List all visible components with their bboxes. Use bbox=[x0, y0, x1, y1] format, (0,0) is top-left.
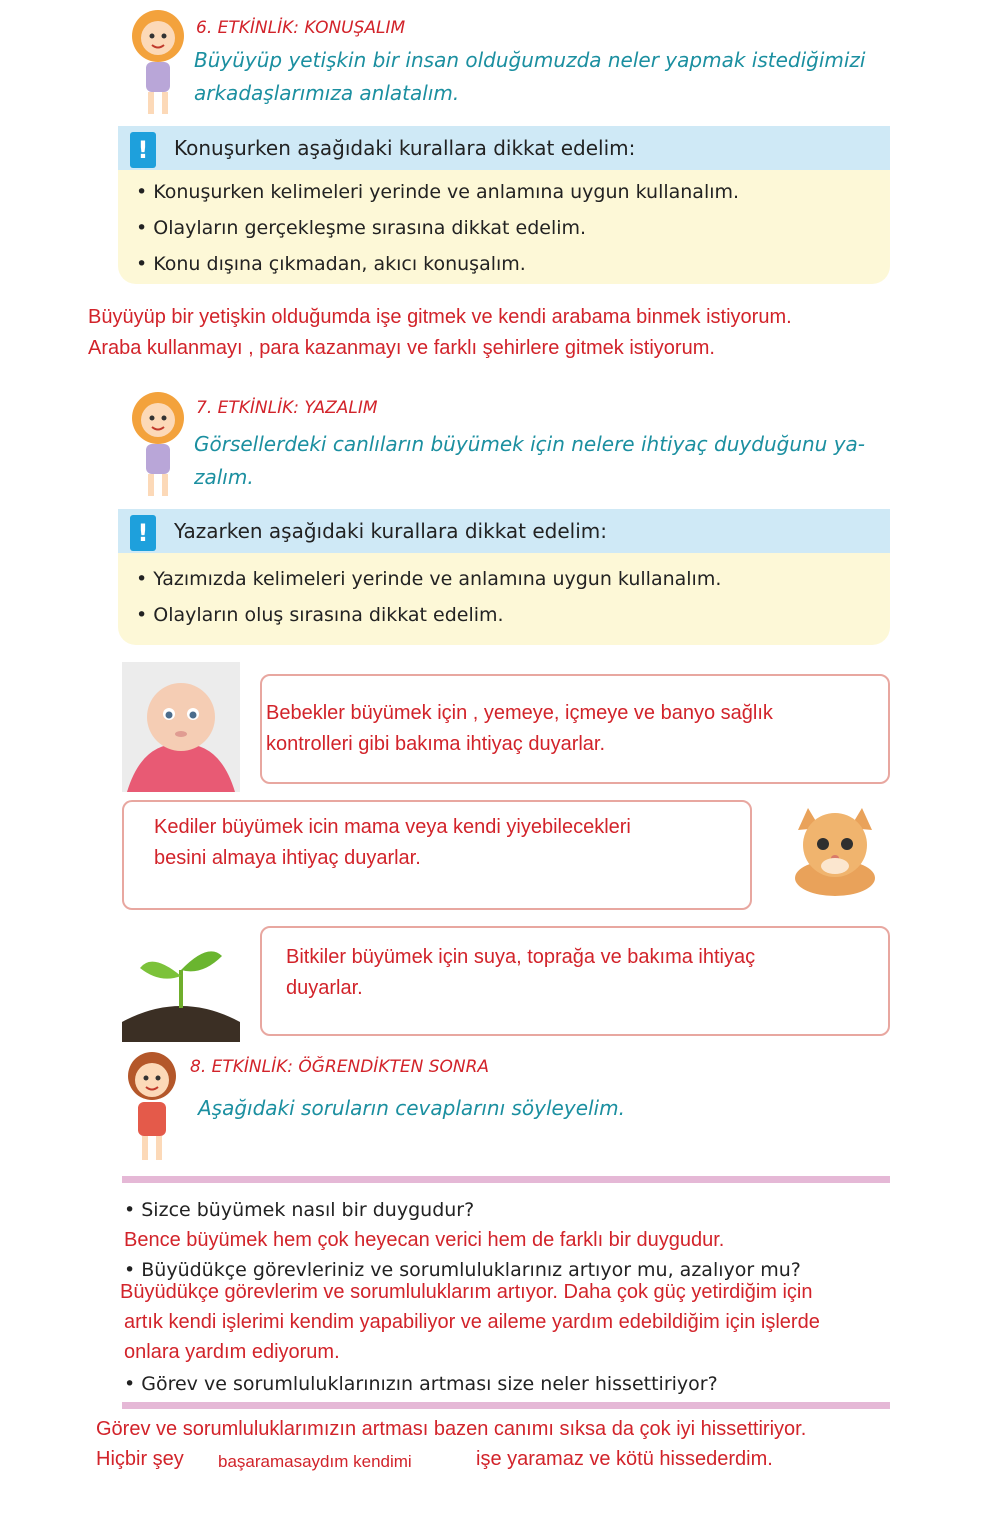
activity7-title: 7. ETKİNLİK: YAZALIM bbox=[196, 398, 378, 418]
baby-answer-box[interactable] bbox=[260, 674, 890, 784]
activity7-rules-box bbox=[118, 553, 890, 645]
plant-answer-line1: Bitkiler büyümek için suya, toprağa ve bakıma ihtiyaç bbox=[286, 946, 756, 968]
activity6-title: 6. ETKİNLİK: KONUŞALIM bbox=[196, 18, 406, 38]
exclamation-icon: ! bbox=[130, 132, 156, 168]
rule-item: • Yazımızda kelimeleri yerinde ve anlamına uygun kullanalım. bbox=[136, 568, 722, 590]
answer-2-line3: onlara yardım ediyorum. bbox=[124, 1341, 340, 1363]
question-3: • Görev ve sorumluluklarınızın artması size neler hissettiriyor? bbox=[124, 1373, 718, 1395]
answer-3-part-c: işe yaramaz ve kötü hissederdim. bbox=[476, 1448, 773, 1470]
girl-character-icon bbox=[128, 390, 188, 500]
sprout-image bbox=[122, 930, 240, 1042]
answer-3-part-a: Hiçbir şey bbox=[96, 1448, 184, 1470]
activity6-answer-line1: Büyüyüp bir yetişkin olduğumda işe gitmek ve kendi arabama binmek istiyorum. bbox=[88, 306, 792, 328]
rule-item: • Olayların gerçekleşme sırasına dikkat edelim. bbox=[136, 217, 587, 239]
plant-answer-box[interactable] bbox=[260, 926, 890, 1036]
activity6-rules-heading: Konuşurken aşağıdaki kurallara dikkat edelim: bbox=[118, 126, 890, 170]
cat-answer-line2: besini almaya ihtiyaç duyarlar. bbox=[154, 847, 421, 869]
rule-item: • Konu dışına çıkmadan, akıcı konuşalım. bbox=[136, 253, 526, 275]
answer-1: Bence büyümek hem çok heyecan verici hem de farklı bir duygudur. bbox=[124, 1229, 725, 1251]
rule-item: • Konuşurken kelimeleri yerinde ve anlamına uygun kullanalım. bbox=[136, 181, 740, 203]
activity6-prompt-line1: Büyüyüp yetişkin bir insan olduğumuzda neler yapmak istediğimizi bbox=[194, 48, 866, 72]
activity6-rules-panel bbox=[118, 126, 890, 284]
activity8-title: 8. ETKİNLİK: ÖĞRENDİKTEN SONRA bbox=[190, 1057, 490, 1077]
activity6-answer-line2: Araba kullanmayı , para kazanmayı ve farklı şehirlere gitmek istiyorum. bbox=[88, 337, 715, 359]
activity7-rules-heading: Yazarken aşağıdaki kurallara dikkat edelim: bbox=[118, 509, 890, 553]
question-2: • Büyüdükçe görevleriniz ve sorumluluklarınız artıyor mu, azalıyor mu? bbox=[124, 1259, 801, 1281]
baby-image bbox=[122, 662, 240, 792]
kitten-image bbox=[780, 800, 890, 900]
cat-answer-line1: Kediler büyümek icin mama veya kendi yiyebilecekleri bbox=[154, 816, 631, 838]
girl-character-icon bbox=[128, 8, 188, 118]
divider-top bbox=[122, 1176, 890, 1183]
baby-answer-line1: Bebekler büyümek için , yemeye, içmeye ve banyo sağlık bbox=[266, 702, 773, 724]
activity8-prompt: Aşağıdaki soruların cevaplarını söyleyelim. bbox=[198, 1096, 625, 1120]
cat-answer-box[interactable] bbox=[122, 800, 752, 910]
divider-bottom bbox=[122, 1402, 890, 1409]
answer-2-line1: Büyüdükçe görevlerim ve sorumluluklarım artıyor. Daha çok güç yetirdiğim için bbox=[120, 1281, 813, 1303]
rule-item: • Olayların oluş sırasına dikkat edelim. bbox=[136, 604, 504, 626]
activity7-prompt-line1: Görsellerdeki canlıların büyümek için nelere ihtiyaç duyduğunu ya- bbox=[194, 432, 866, 456]
activity7-rules-panel bbox=[118, 509, 890, 645]
answer-3-line1: Görev ve sorumluluklarımızın artması bazen canımı sıksa da çok iyi hissettiriyor. bbox=[96, 1418, 807, 1440]
plant-answer-line2: duyarlar. bbox=[286, 977, 363, 999]
answer-2-line2: artık kendi işlerimi kendim yapabiliyor ve aileme yardım edebildiğim için işlerde bbox=[124, 1311, 820, 1333]
answer-3-part-b: başaramasaydım kendimi bbox=[218, 1452, 412, 1471]
baby-answer-line2: kontrolleri gibi bakıma ihtiyaç duyarlar. bbox=[266, 733, 606, 755]
girl-character-icon bbox=[122, 1050, 182, 1162]
activity7-prompt-line2: zalım. bbox=[194, 465, 254, 489]
exclamation-icon: ! bbox=[130, 515, 156, 551]
question-1: • Sizce büyümek nasıl bir duygudur? bbox=[124, 1199, 475, 1221]
activity6-rules-box bbox=[118, 170, 890, 284]
activity6-prompt-line2: arkadaşlarımıza anlatalım. bbox=[194, 81, 460, 105]
